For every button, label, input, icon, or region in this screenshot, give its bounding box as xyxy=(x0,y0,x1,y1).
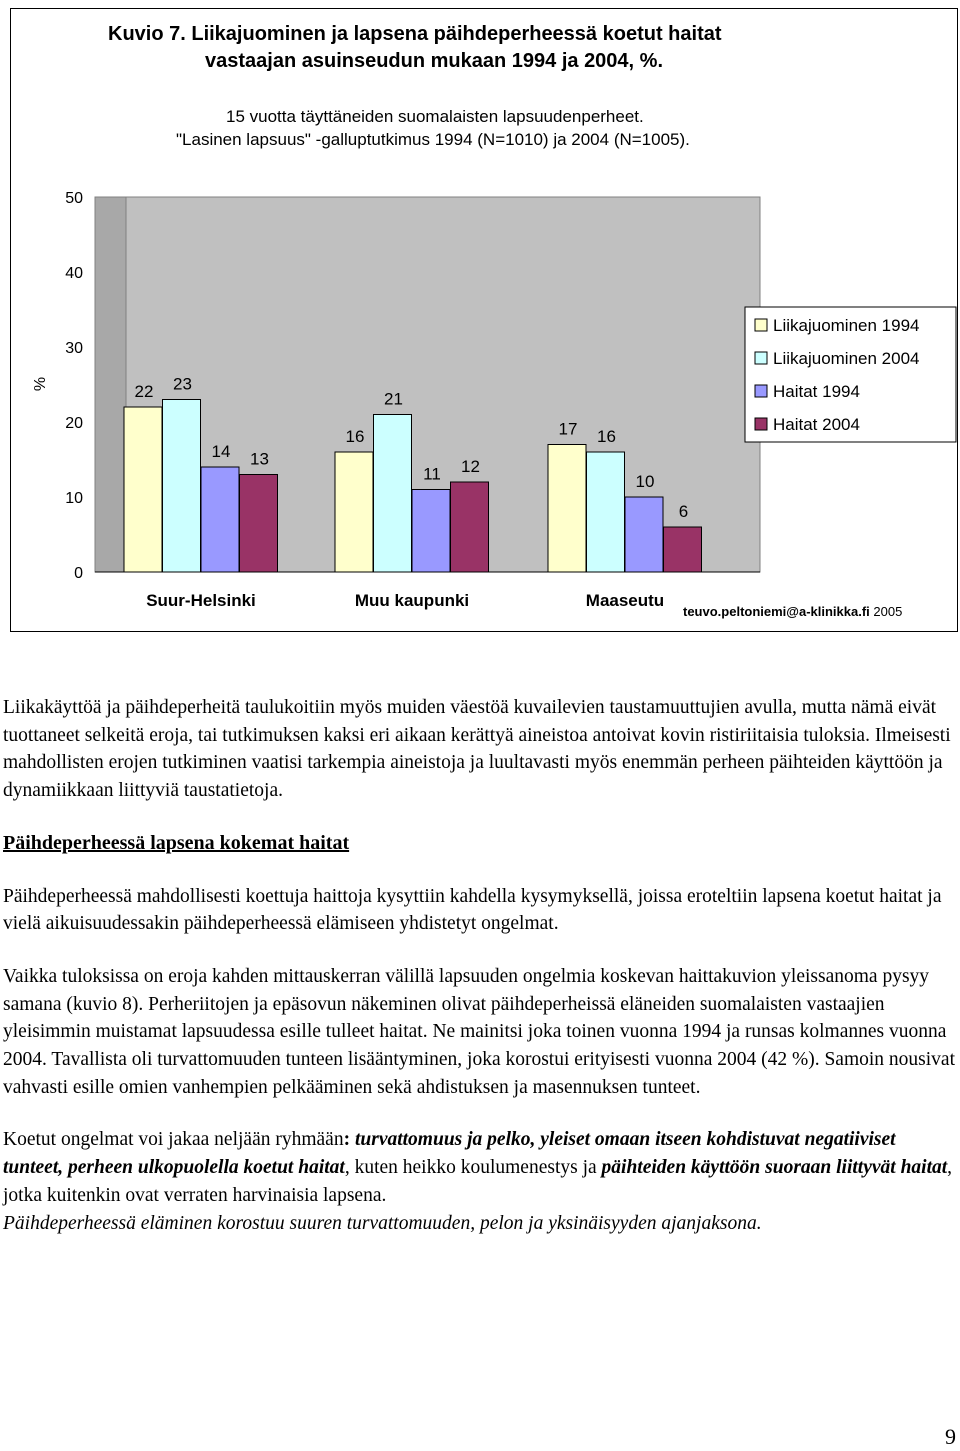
p4-closing: Päihdeperheessä eläminen korostuu suuren turvattomuuden, pelon ja yksinäisyyden ajanjaksona. xyxy=(3,1212,762,1234)
plot-side-wall xyxy=(95,197,126,572)
paragraph-1: Liikakäyttöä ja päihdeperheitä taulukoitiin myös muiden väestöä kuvailevien taustamuuttujien avulla, mutta nämä eivät tuottaneet selkeitä eroja, tai tutkimuksen kaksi eri aikaan kerättyä aineistoa antoivat kovin ristiriitaisia tuloksia. Ilmeisesti mahdollisten erojen tutkiminen vaatisi tarkempia aineistoja ja luultavasti myös enemmän perheen päihteiden käyttöön ja dynamiikkaan liittyviä taustatietoja. xyxy=(3,697,951,802)
legend-label: Haitat 1994 xyxy=(773,382,860,401)
x-category-label: Maaseutu xyxy=(585,591,665,610)
chart-credit xyxy=(683,604,902,619)
bar xyxy=(451,482,489,572)
paragraph-4 xyxy=(3,1126,957,1237)
y-tick-label: 20 xyxy=(65,415,83,432)
bar-value-label: 22 xyxy=(134,382,154,401)
p4-part-c: , kuten heikko koulumenestys ja xyxy=(344,1157,602,1179)
bar-value-label: 16 xyxy=(345,427,365,446)
body-text xyxy=(3,694,957,1262)
bar-value-label: 12 xyxy=(461,457,480,476)
legend-label: Liikajuominen 1994 xyxy=(773,316,920,335)
p4-groups-2: päihteiden käyttöön suoraan liittyvät haitat xyxy=(601,1157,948,1179)
bar-value-label: 11 xyxy=(423,464,441,484)
chart-title-line1: Kuvio 7. Liikajuominen ja lapsena päihdeperheessä koetut haitat xyxy=(108,23,722,45)
bar-value-label: 6 xyxy=(678,502,689,521)
legend-label: Liikajuominen 2004 xyxy=(773,349,920,368)
legend-swatch xyxy=(755,352,767,364)
p4-groups-1: turvattomuus ja pelko, yleiset omaan itseen kohdistuvat negatiiviset tunteet, perheen ulkopuolella koetut haitat xyxy=(3,1129,896,1179)
paragraph-3: Vaikka tuloksissa on eroja kahden mittauskerran välillä lapsuuden ongelmia koskevan haittakuvion yleissanoma pysyy samana (kuvio 8). Perheriitojen ja epäsovun näkeminen olivat päihdeperheissä eläneiden suomalaisten vastaajien yleisimmin muistamat lapsuudessa esille tulleet haitat. Ne mainitsi joka toinen vuonna 1994 ja runsas kolmannes vuonna 2004. Tavallista oli turvattomuuden tunteen lisääntyminen, joka korostui erityisesti vuonna 2004 (42 %). Samoin nousivat vahvasti esille omien vanhempien pelkääminen sekä ahdistuksen ja masennuksen tunteet. xyxy=(3,965,956,1098)
bar xyxy=(335,452,373,572)
p4-colon: : xyxy=(343,1129,351,1151)
chart-figure xyxy=(10,8,958,632)
bar xyxy=(587,452,625,572)
bar xyxy=(240,475,278,573)
chart-subtitle-line2: "Lasinen lapsuus" -galluptutkimus 1994 (N=1010) ja 2004 (N=1005). xyxy=(176,130,690,149)
bar xyxy=(548,445,586,573)
credit-email: teuvo.peltoniemi@a-klinikka.fi xyxy=(683,604,870,619)
legend-label: Haitat 2004 xyxy=(773,415,860,434)
bar xyxy=(664,527,702,572)
p4-part-a: Koetut ongelmat voi jakaa neljään ryhmään xyxy=(3,1129,344,1151)
p4-part-e: , jotka kuitenkin ovat verraten harvinaisia lapsena. xyxy=(3,1157,953,1206)
page-number: 9 xyxy=(945,1424,956,1449)
y-tick-label: 30 xyxy=(65,340,83,357)
section-heading: Päihdeperheessä lapsena kokemat haitat xyxy=(3,831,350,854)
x-category-label: Muu kaupunki xyxy=(354,591,470,610)
bar-value-label: 17 xyxy=(558,419,578,439)
legend-swatch xyxy=(755,319,767,331)
bar-value-label: 10 xyxy=(635,472,655,491)
bar-value-label: 14 xyxy=(211,442,231,461)
legend-swatch xyxy=(755,418,767,430)
bar xyxy=(124,407,162,572)
chart-subtitle-line1: 15 vuotta täyttäneiden suomalaisten lapsuudenperheet. xyxy=(226,107,644,126)
paragraph-2: Päihdeperheessä mahdollisesti koettuja haittoja kysyttiin kahdella kysymyksellä, joissa eroteltiin lapsena koetut haitat ja vielä aikuisuudessakin päihdeperheessä elämiseen yhdistetyt ongelmat. xyxy=(3,885,942,935)
bar-chart xyxy=(11,9,957,631)
bar-value-label: 13 xyxy=(250,449,269,469)
y-axis-label: % xyxy=(32,376,49,392)
chart-title-line2: vastaajan asuinseudun mukaan 1994 ja 2004, %. xyxy=(205,50,664,72)
x-category-label: Suur-Helsinki xyxy=(146,591,256,610)
bar-value-label: 21 xyxy=(384,389,403,409)
y-tick-label: 0 xyxy=(74,565,83,582)
y-tick-label: 50 xyxy=(65,190,83,207)
y-tick-label: 40 xyxy=(65,265,83,282)
legend-swatch xyxy=(755,385,767,397)
y-tick-label: 10 xyxy=(65,490,83,507)
bar xyxy=(625,497,663,572)
bar-value-label: 23 xyxy=(173,374,192,394)
bar-value-label: 16 xyxy=(597,427,616,446)
bar xyxy=(374,415,412,573)
bar xyxy=(412,490,450,573)
credit-year: 2005 xyxy=(873,604,903,619)
bar xyxy=(201,467,239,572)
bar xyxy=(163,400,201,573)
